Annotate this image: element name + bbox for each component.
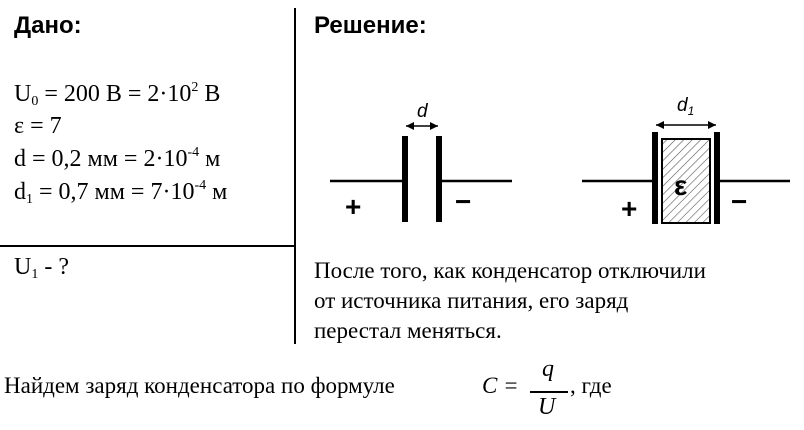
dielectric-symbol: ε (674, 170, 688, 201)
given-line-distance: d = 0,2 мм = $2\cdot 10^{-4}$ м (14, 145, 221, 172)
right-dimension-arrow-left (656, 121, 664, 129)
formula-intro: Найдем заряд конденсатора по формуле (4, 373, 395, 398)
left-dimension-arrow-right (430, 122, 438, 130)
fraction-denominator: U (538, 394, 556, 420)
solution-paragraph-line: перестал меняться. (314, 318, 502, 343)
fraction-numerator: q (542, 356, 554, 382)
given-heading: Дано: (14, 12, 82, 39)
right-gap-label: $d_1$ (677, 95, 695, 118)
right-plus-sign: + (621, 193, 638, 224)
solution-heading: Решение: (314, 12, 427, 39)
capacitance-fraction (526, 358, 572, 424)
solution-paragraph-line: После того, как конденсатор отключили (314, 258, 706, 283)
formula-lhs: C = (482, 373, 519, 398)
right-dimension-arrow-right (708, 121, 716, 129)
left-gap-label: d (417, 101, 428, 122)
solution-paragraph-line: от источника питания, его заряд (314, 288, 629, 313)
left-plus-sign: + (345, 191, 362, 222)
given-line-voltage: $U_0 = 200$ $В = 2\cdot 10^2$ В (14, 80, 221, 109)
solution-paragraph (314, 256, 706, 346)
given-line-permittivity: ε = 7 (14, 113, 62, 139)
formula-tail: , где (570, 373, 612, 398)
capacitor-air (330, 101, 512, 222)
fraction-bar (530, 391, 568, 393)
right-minus-sign: − (731, 186, 748, 217)
given-line-distance-new: $d_1 = 0,7$ мм = $7\cdot 10^{-4}$ м (14, 178, 228, 207)
capacitor-dielectric (582, 95, 790, 224)
left-dimension-arrow-left (406, 122, 414, 130)
left-minus-sign: − (455, 186, 472, 217)
unknown-quantity: $U_1$ - ? (14, 254, 69, 282)
